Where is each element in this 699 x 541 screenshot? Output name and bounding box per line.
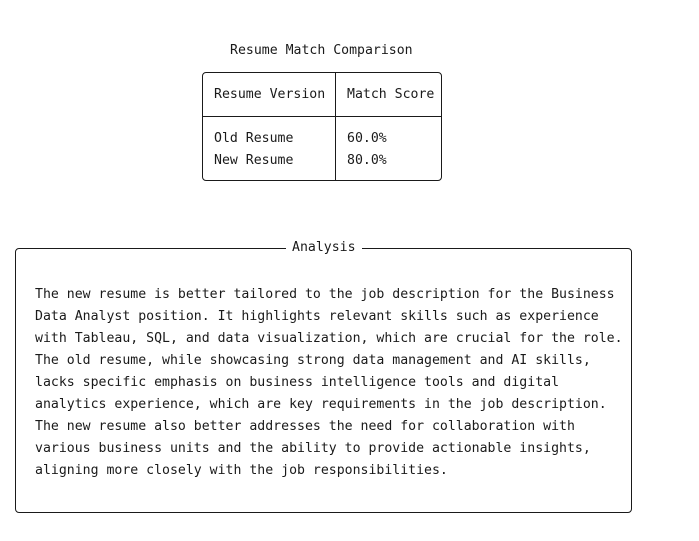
table-cell-version: Old Resume (214, 131, 294, 146)
table-cell-version: New Resume (214, 153, 294, 168)
table-cell-score: 80.0% (347, 153, 387, 168)
table-column-divider (335, 73, 336, 180)
table-header-resume-version: Resume Version (214, 87, 326, 102)
analysis-line: lacks specific emphasis on business intelligence tools and digital (35, 375, 560, 390)
table-header-divider (203, 116, 441, 117)
table-cell-score: 60.0% (347, 131, 387, 146)
analysis-line: The old resume, while showcasing strong data management and AI skills, (35, 353, 591, 368)
analysis-panel (15, 240, 632, 513)
analysis-text (35, 284, 623, 482)
table-title: Resume Match Comparison (230, 43, 413, 58)
analysis-line: analytics experience, which are key requirements in the job description. (35, 397, 607, 412)
analysis-line: The new resume is better tailored to the job description for the Business (35, 287, 615, 302)
analysis-line: Data Analyst position. It highlights relevant skills such as experience (35, 309, 599, 324)
analysis-line: various business units and the ability to provide actionable insights, (35, 441, 591, 456)
analysis-line: The new resume also better addresses the need for collaboration with (35, 419, 575, 434)
comparison-table (202, 72, 442, 181)
analysis-line: with Tableau, SQL, and data visualization, which are crucial for the role. (35, 331, 623, 346)
table-header-match-score: Match Score (347, 87, 435, 102)
analysis-title: Analysis (286, 239, 362, 257)
analysis-line: aligning more closely with the job responsibilities. (35, 463, 448, 478)
